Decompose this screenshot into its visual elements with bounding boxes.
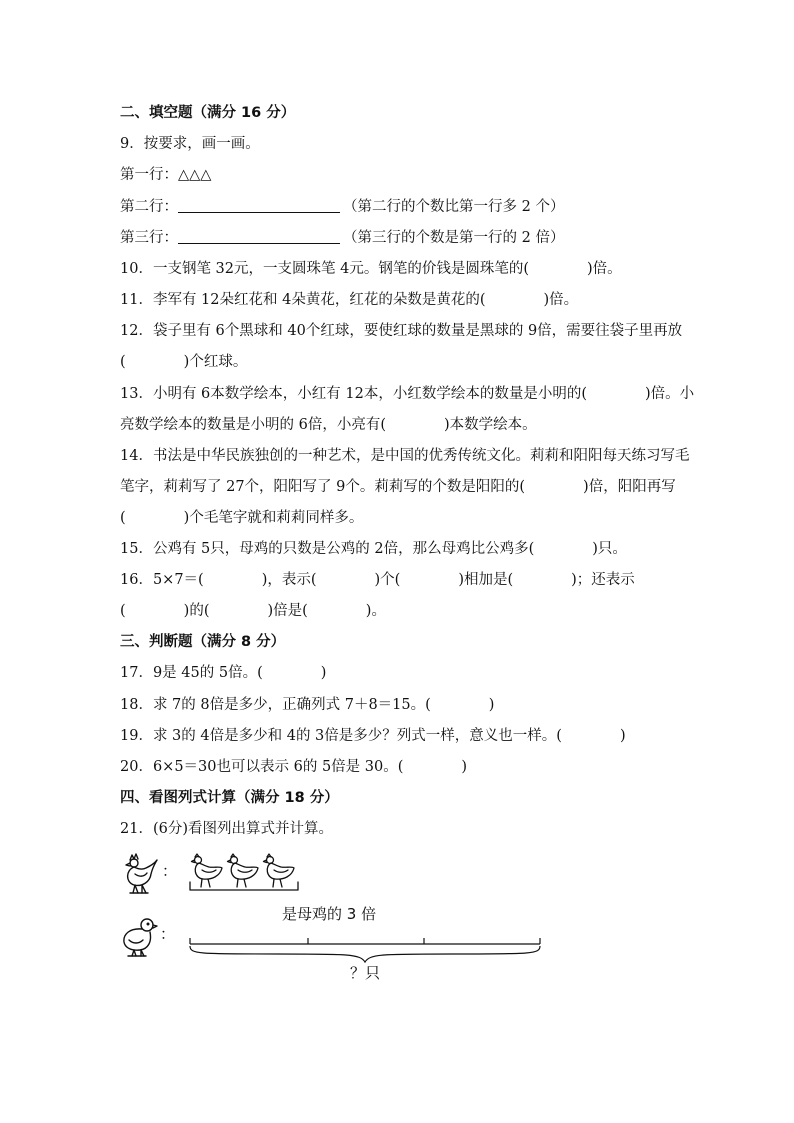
q14-line2: 笔字，莉莉写了 27个，阳阳写了 9个。莉莉写的个数是阳阳的( )倍，阳阳再写: [120, 479, 676, 495]
total-question: ？只: [350, 964, 381, 982]
chick-colon: ：: [160, 925, 176, 943]
q9-row2: [120, 197, 564, 217]
row3-answer-blank[interactable]: [178, 229, 340, 244]
q9-row3: [120, 228, 564, 248]
q13-line2: 亮数学绘本的数量是小明的 6倍，小亮有( )本数学绘本。: [120, 417, 537, 433]
row2-label: 第二行：: [120, 199, 178, 215]
row1-label: 第一行：: [120, 167, 178, 183]
q9-row1: [120, 165, 211, 185]
q11-text: 11．李军有 12朵红花和 4朵黄花，红花的朵数是黄花的( )倍。: [120, 292, 579, 308]
row2-hint: （第二行的个数比第一行多 2 个）: [343, 199, 565, 215]
q17-text: 17．9是 45的 5倍。( ): [120, 665, 327, 681]
rooster-colon: ：: [162, 862, 178, 880]
figure-caption: 是母鸡的 3 倍: [282, 905, 377, 923]
row3-label: 第三行：: [120, 230, 178, 246]
total-brace: [190, 946, 540, 962]
section2-title: 二、填空题（满分 16 分）: [120, 105, 296, 121]
row1-triangles: △△△: [178, 167, 212, 183]
q19-text: 19．求 3的 4倍是多少和 4的 3倍是多少？列式一样，意义也一样。( ): [120, 728, 626, 744]
segment-line: [188, 934, 544, 964]
q10-text: 10．一支钢笔 32元，一支圆珠笔 4元。钢笔的价钱是圆珠笔的( )倍。: [120, 261, 622, 277]
hen-icon: [192, 854, 223, 887]
q12-line2: ( )个红球。: [120, 354, 248, 370]
section3-title: 三、判断题（满分 8 分）: [120, 634, 286, 650]
q21-text: 21．(6分)看图列出算式并计算。: [120, 821, 333, 837]
row3-hint: （第三行的个数是第一行的 2 倍）: [343, 230, 565, 246]
q14-line3: ( )个毛笔字就和莉莉同样多。: [120, 510, 364, 526]
q13-line1: 13．小明有 6本数学绘本，小红有 12本，小红数学绘本的数量是小明的( )倍。小: [120, 386, 695, 402]
q16-line1: 16．5×7＝( )，表示( )个( )相加是( )；还表示: [120, 572, 635, 588]
hen-icon: [264, 854, 295, 887]
q16-line2: ( )的( )倍是( )。: [120, 603, 386, 619]
row2-answer-blank[interactable]: [178, 198, 340, 213]
q9-text: 9．按要求，画一画。: [120, 136, 260, 152]
q14-line1: 14．书法是中华民族独创的一种艺术，是中国的优秀传统文化。莉莉和阳阳每天练习写毛: [120, 448, 690, 464]
chick-picture: [120, 916, 158, 958]
hens-group: [188, 852, 302, 894]
section4-title: 四、看图列式计算（满分 18 分）: [120, 790, 339, 806]
q18-text: 18．求 7的 8倍是多少，正确列式 7＋8＝15。( ): [120, 697, 495, 713]
q12-line1: 12．袋子里有 6个黑球和 40个红球，要使红球的数量是黑球的 9倍，需要往袋子里再放: [120, 323, 683, 339]
rooster-picture: [120, 852, 160, 896]
q20-text: 20．6×5＝30也可以表示 6的 5倍是 30。( ): [120, 759, 468, 775]
hen-icon: [228, 854, 259, 887]
q15-text: 15．公鸡有 5只，母鸡的只数是公鸡的 2倍，那么母鸡比公鸡多( )只。: [120, 541, 627, 557]
